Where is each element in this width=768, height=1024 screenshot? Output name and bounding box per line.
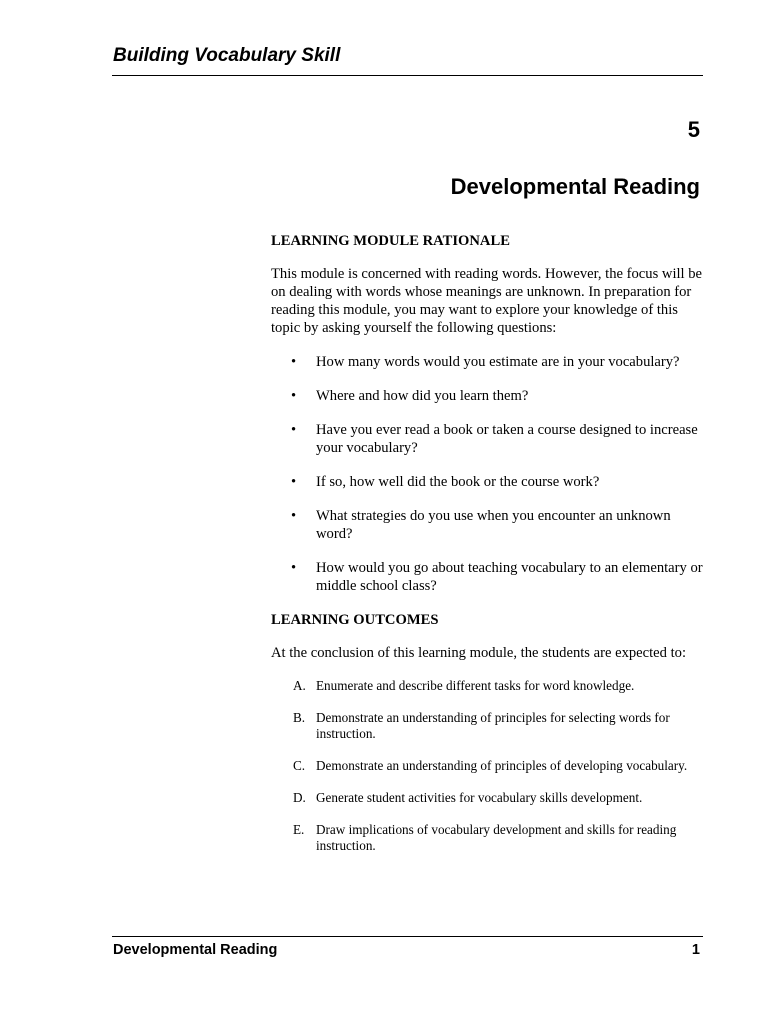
- question-item: [271, 387, 703, 405]
- running-header-title: Building Vocabulary Skill: [113, 45, 341, 66]
- header-rule: [112, 75, 703, 76]
- rationale-heading: LEARNING MODULE RATIONALE: [271, 233, 510, 249]
- question-text: How would you go about teaching vocabulary to an elementary or middle school class?: [316, 560, 703, 594]
- outcome-item: [271, 790, 703, 806]
- question-item: [271, 559, 703, 595]
- outcome-item: [271, 758, 703, 774]
- question-item: [271, 507, 703, 543]
- outcomes-section: [271, 611, 703, 854]
- question-text: How many words would you estimate are in your vocabulary?: [316, 354, 680, 370]
- question-text: If so, how well did the book or the course work?: [316, 474, 600, 490]
- outcome-text: Demonstrate an understanding of principles for selecting words for instruction.: [316, 710, 670, 741]
- footer-title: Developmental Reading: [113, 942, 278, 958]
- footer-rule: [112, 936, 703, 937]
- question-text: Have you ever read a book or taken a course designed to increase your vocabulary?: [316, 422, 698, 456]
- page-number: 1: [691, 942, 700, 958]
- rationale-section: [271, 232, 703, 595]
- question-text: Where and how did you learn them?: [316, 388, 529, 404]
- outcome-text: Draw implications of vocabulary development and skills for reading instruction.: [316, 822, 677, 853]
- chapter-number: 5: [687, 117, 700, 142]
- outcome-item: [271, 710, 703, 742]
- outcome-text: Demonstrate an understanding of principles of developing vocabulary.: [316, 758, 688, 773]
- question-text: What strategies do you use when you encounter an unknown word?: [316, 508, 671, 542]
- outcome-text: Enumerate and describe different tasks for word knowledge.: [316, 678, 635, 693]
- outcome-letter: B.: [293, 710, 306, 725]
- question-item: [271, 353, 703, 371]
- bullet-icon: •: [291, 560, 297, 576]
- question-list: [271, 353, 703, 595]
- chapter-title: Developmental Reading: [450, 174, 700, 199]
- outcome-letter: A.: [293, 678, 306, 693]
- main-content: [271, 232, 703, 870]
- bullet-icon: •: [291, 388, 297, 404]
- outcome-letter: D.: [293, 790, 306, 805]
- bullet-icon: •: [291, 474, 297, 490]
- outcome-item: [271, 678, 703, 694]
- outcome-list: [271, 678, 703, 854]
- outcome-item: [271, 822, 703, 854]
- bullet-icon: •: [291, 422, 297, 438]
- question-item: [271, 473, 703, 491]
- bullet-icon: •: [291, 354, 297, 370]
- outcomes-heading: LEARNING OUTCOMES: [271, 612, 439, 628]
- outcome-text: Generate student activities for vocabulary skills development.: [316, 790, 643, 805]
- outcomes-intro: At the conclusion of this learning module, the students are expected to:: [271, 645, 687, 661]
- bullet-icon: •: [291, 508, 297, 524]
- question-item: [271, 421, 703, 457]
- outcome-letter: C.: [293, 758, 306, 773]
- rationale-intro: This module is concerned with reading words. However, the focus will be on dealing with words whose meanings are unknown. In preparation for reading this module, you may want to explore your knowledge of this topic by asking yourself the following questions:: [271, 266, 703, 336]
- outcome-letter: E.: [293, 822, 305, 837]
